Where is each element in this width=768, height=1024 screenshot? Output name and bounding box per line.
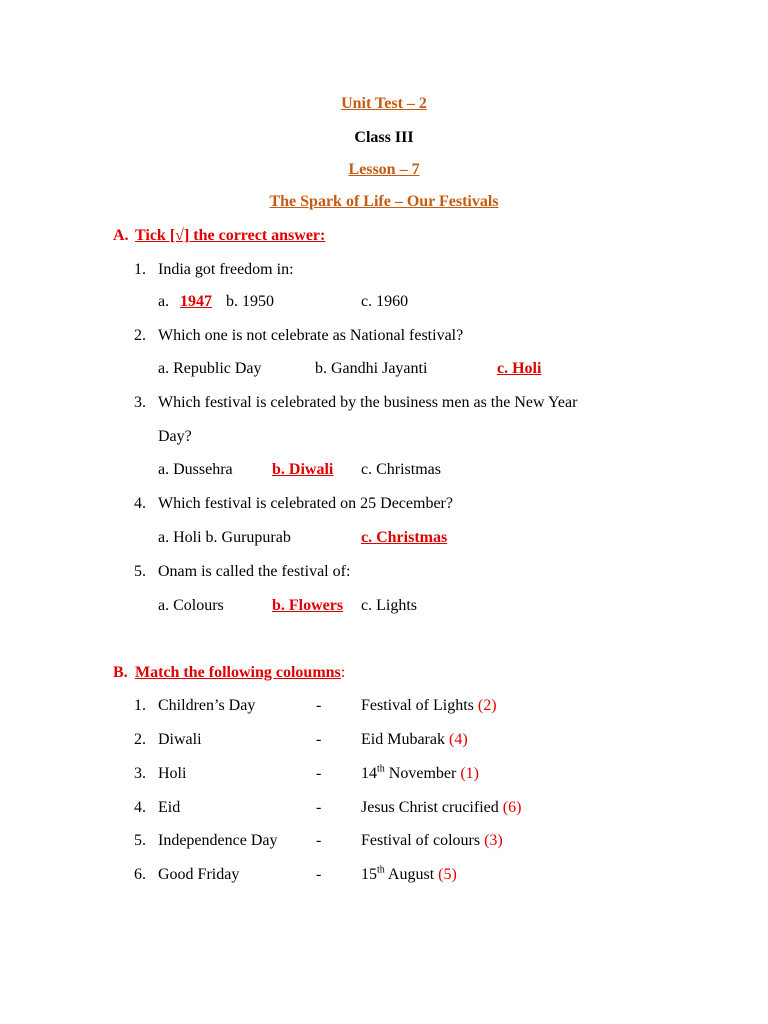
match-row-5-number: 5. bbox=[134, 832, 146, 849]
match-row-3-right-sup: th bbox=[377, 763, 385, 775]
q5-option-c: c. Lights bbox=[361, 597, 417, 614]
q2-option-b: b. Gandhi Jayanti bbox=[315, 360, 428, 377]
match-row-4-dash: - bbox=[316, 799, 322, 816]
match-row-3-right-number: 14 bbox=[361, 765, 377, 782]
section-a-letter: A. bbox=[113, 227, 129, 244]
q5-answer: b. Flowers bbox=[272, 597, 344, 614]
match-row-3-number: 3. bbox=[134, 765, 146, 782]
q1-number: 1. bbox=[134, 261, 146, 278]
q3-number: 3. bbox=[134, 394, 146, 411]
match-row-2-dash: - bbox=[316, 731, 322, 748]
q4-number: 4. bbox=[134, 495, 146, 512]
q2-answer: c. Holi bbox=[497, 360, 542, 377]
q1-option-b: b. 1950 bbox=[226, 293, 274, 310]
chapter-title: The Spark of Life – Our Festivals bbox=[269, 193, 499, 210]
unit-test-title: Unit Test – 2 bbox=[341, 95, 427, 112]
match-row-2-right bbox=[361, 730, 468, 750]
match-row-5-right-text: Festival of colours bbox=[361, 832, 481, 849]
match-row-2-answer: (4) bbox=[448, 731, 468, 748]
match-row-6-left: Good Friday bbox=[158, 866, 240, 883]
q2-text: Which one is not celebrate as National festival? bbox=[158, 327, 464, 344]
match-row-4-right bbox=[361, 798, 521, 818]
match-row-1-number: 1. bbox=[134, 697, 146, 714]
q3-text: Which festival is celebrated by the business men as the New Year bbox=[158, 394, 578, 411]
match-row-2-number: 2. bbox=[134, 731, 146, 748]
q1-text: India got freedom in: bbox=[158, 261, 294, 278]
match-row-6-right-number: 15 bbox=[361, 866, 377, 883]
match-row-3-left: Holi bbox=[158, 765, 187, 782]
match-row-4-answer: (6) bbox=[502, 799, 522, 816]
match-row-5-answer: (3) bbox=[484, 832, 503, 849]
match-row-3-right-text: November bbox=[388, 765, 457, 782]
match-row-3-right bbox=[361, 764, 479, 784]
match-row-6-right-text: August bbox=[387, 866, 435, 883]
match-row-6-answer: (5) bbox=[438, 866, 457, 883]
class-label: Class III bbox=[354, 129, 414, 146]
q4-options-a-b: a. Holi b. Gurupurab bbox=[158, 529, 291, 546]
q5-text: Onam is called the festival of: bbox=[158, 563, 351, 580]
q2-option-a: a. Republic Day bbox=[158, 360, 262, 377]
q1-option-a-label: a. bbox=[158, 293, 170, 310]
q1-answer: 1947 bbox=[180, 293, 212, 310]
q4-answer: c. Christmas bbox=[361, 529, 448, 546]
section-b-colon: : bbox=[340, 664, 346, 681]
match-row-6-right-sup: th bbox=[377, 864, 385, 876]
match-row-6-dash: - bbox=[316, 866, 322, 883]
q2-number: 2. bbox=[134, 327, 146, 344]
match-row-5-right bbox=[361, 831, 503, 851]
q3-option-c: c. Christmas bbox=[361, 461, 441, 478]
match-row-2-left: Diwali bbox=[158, 731, 202, 748]
q4-text: Which festival is celebrated on 25 December? bbox=[158, 495, 453, 512]
match-row-4-number: 4. bbox=[134, 799, 146, 816]
section-a-title: Tick [√] the correct answer: bbox=[135, 227, 326, 244]
lesson-label: Lesson – 7 bbox=[348, 161, 420, 178]
section-b-letter: B. bbox=[113, 664, 128, 681]
match-row-3-dash: - bbox=[316, 765, 322, 782]
match-row-1-left: Children’s Day bbox=[158, 697, 256, 714]
match-row-1-dash: - bbox=[316, 697, 322, 714]
match-row-1-answer: (2) bbox=[477, 697, 497, 714]
q5-option-a: a. Colours bbox=[158, 597, 224, 614]
match-row-3-answer: (1) bbox=[460, 765, 479, 782]
match-row-5-left: Independence Day bbox=[158, 832, 278, 849]
match-row-1-right bbox=[361, 696, 497, 716]
match-row-6-right bbox=[361, 865, 457, 885]
match-row-4-left: Eid bbox=[158, 799, 181, 816]
q5-number: 5. bbox=[134, 563, 146, 580]
section-b-title: Match the following coloumns bbox=[135, 664, 341, 681]
q1-option-c: c. 1960 bbox=[361, 293, 409, 310]
match-row-5-dash: - bbox=[316, 832, 322, 849]
match-row-1-right-text: Festival of Lights bbox=[361, 697, 474, 714]
match-row-6-number: 6. bbox=[134, 866, 146, 883]
q3-answer: b. Diwali bbox=[272, 461, 334, 478]
q3-text-continued: Day? bbox=[158, 428, 192, 445]
match-row-2-right-text: Eid Mubarak bbox=[361, 731, 445, 748]
q3-option-a: a. Dussehra bbox=[158, 461, 233, 478]
match-row-4-right-text: Jesus Christ crucified bbox=[361, 799, 499, 816]
section-b-heading bbox=[135, 663, 345, 683]
